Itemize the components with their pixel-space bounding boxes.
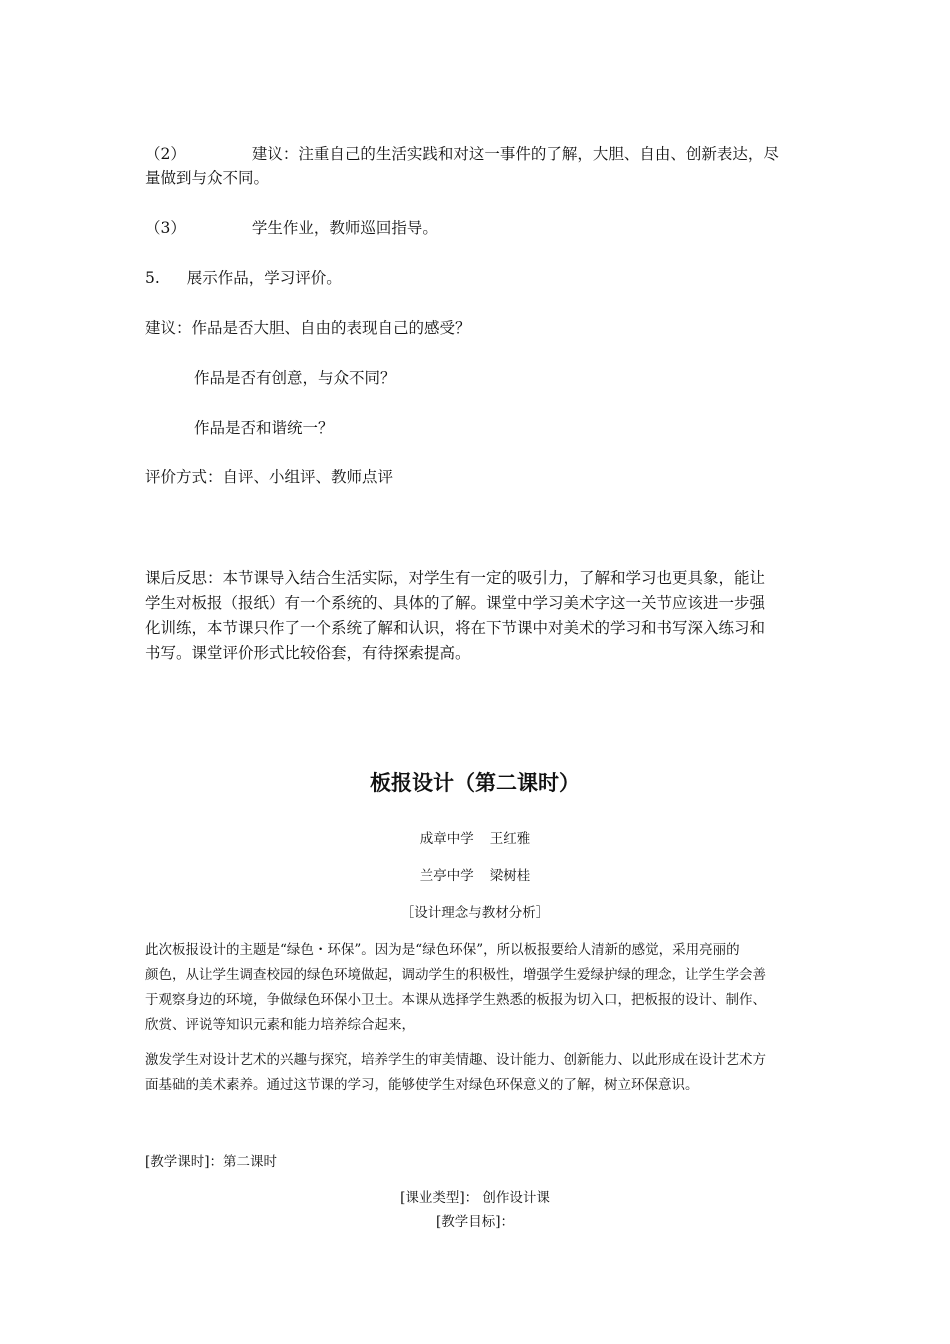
suggestion-line-3: 作品是否和谐统一？ xyxy=(194,419,334,437)
reflection-line-4: 书写。课堂评价形式比较俗套，有待探索提高。 xyxy=(145,644,471,662)
author-1-name: 王红雅 xyxy=(489,831,531,847)
lesson-type: [课业类型]： 创作设计课 xyxy=(400,1190,550,1206)
suggestion-line: 建议：作品是否大胆、自由的表现自己的感受？ xyxy=(145,319,471,337)
reflection-line-1: 课后反思：本节课导入结合生活实际，对学生有一定的吸引力，了解和学习也更具象，能让 xyxy=(145,569,766,587)
item-3-text: 学生作业，教师巡回指导。 xyxy=(251,219,438,237)
lesson-title: 板报设计（第二课时） xyxy=(370,770,580,795)
teaching-hours: [教学课时]：第二课时 xyxy=(145,1154,278,1170)
item-2-line2: 量做到与众不同。 xyxy=(145,169,270,187)
analysis-line-4: 欣赏、评说等知识元素和能力培养综合起来， xyxy=(145,1017,415,1033)
analysis-line-1: 此次板报设计的主题是“绿色・环保”。因为是“绿色环保”，所以板报要给人清新的感觉，采用亮丽的 xyxy=(145,942,740,958)
teaching-goals: [教学目标]： xyxy=(435,1214,515,1230)
suggestion-line-2: 作品是否有创意，与众不同？ xyxy=(194,369,396,387)
section-header: ［设计理念与教材分析］ xyxy=(400,905,550,921)
analysis2-line-1: 激发学生对设计艺术的兴趣与探究，培养学生的审美情趣、设计能力、创新能力、以此形成在设计艺术方 xyxy=(145,1052,766,1068)
analysis2-line-2: 面基础的美术素养。通过这节课的学习，能够使学生对绿色环保意义的了解，树立环保意识。 xyxy=(145,1077,699,1093)
item-3-line xyxy=(145,216,438,240)
author-2 xyxy=(0,866,950,886)
analysis-line-2: 颜色，从让学生调查校园的绿色环境做起，调动学生的积极性，增强学生爱绿护绿的理念，让学生学会善 xyxy=(145,967,766,983)
author-2-school: 兰亭中学 xyxy=(419,868,474,884)
author-1-school: 成章中学 xyxy=(419,831,474,847)
reflection-line-2: 学生对板报（报纸）有一个系统的、具体的了解。课堂中学习美术字这一关节应该进一步强 xyxy=(145,594,766,612)
author-1 xyxy=(0,829,950,849)
reflection-line-3: 化训练，本节课只作了一个系统了解和认识，将在下节课中对美术的学习和书写深入练习和 xyxy=(145,619,766,637)
item-2-line1 xyxy=(145,142,779,166)
evaluation-line: 评价方式：自评、小组评、教师点评 xyxy=(145,468,394,486)
item-5-line xyxy=(145,266,342,290)
item-2-number: （2） xyxy=(145,145,186,163)
author-2-name: 梁树桂 xyxy=(489,868,531,884)
item-3-number: （3） xyxy=(145,219,186,237)
item-2-text: 建议：注重自己的生活实践和对这一事件的了解，大胆、自由、创新表达，尽 xyxy=(251,145,779,163)
item-5-text: 展示作品，学习评价。 xyxy=(186,269,342,287)
analysis-line-3: 于观察身边的环境，争做绿色环保小卫士。本课从选择学生熟悉的板报为切入口，把板报的设计、制作、 xyxy=(145,992,766,1008)
item-5-number: 5. xyxy=(145,269,160,287)
